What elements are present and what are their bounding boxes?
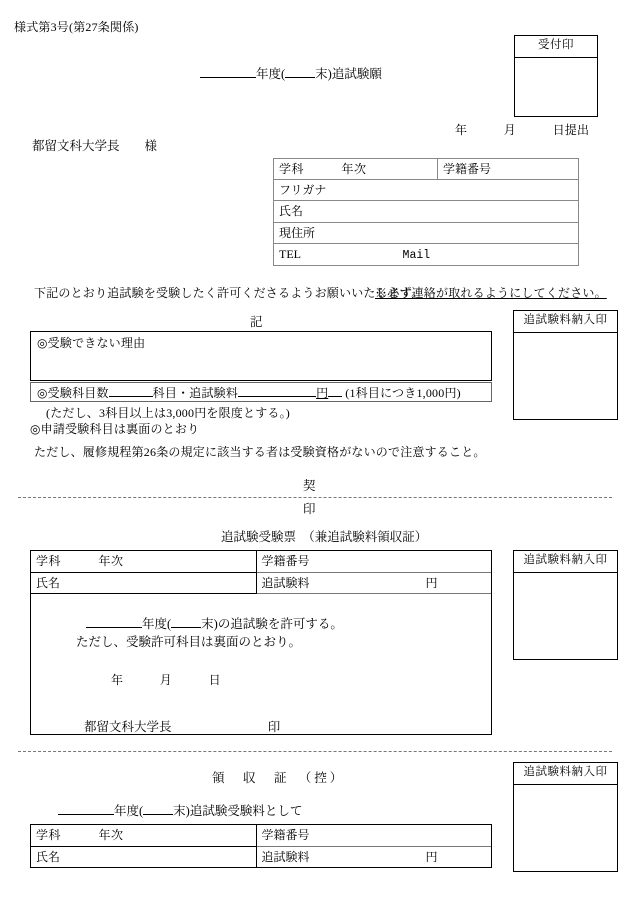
ticket-name-label[interactable]: 氏名: [31, 572, 256, 593]
ticket-yen-unit: 円: [425, 575, 438, 590]
president-seal: 印: [267, 719, 281, 734]
ticket-dept-year-header: 学科 年次: [31, 551, 256, 572]
receipt-heading: 領 収 証 （控）: [212, 771, 346, 785]
receipt-text-a: 年度(: [114, 804, 144, 818]
receipt-copy-stamp-caption: 追試験料納入印: [514, 763, 617, 785]
mail-label: Mail: [402, 248, 431, 262]
table-row: [274, 222, 579, 243]
fee-box[interactable]: [30, 382, 492, 402]
fee-limit-note: (ただし、3科目以上は3,000円を限度とする。): [46, 406, 290, 420]
permit-line-2: ただし、受験許可科目は裏面のとおり。: [76, 634, 302, 649]
submit-date-line: 年 月 日提出: [455, 123, 590, 137]
title-part-2: 末)追試験願: [315, 67, 382, 81]
request-sentence: 下記のとおり追試験を受験したく許可くださるようお願いいたします。: [34, 286, 424, 300]
title-part-1: 年度(: [256, 67, 286, 81]
president-title: 都留文科大学長: [84, 719, 172, 734]
seal-top-char: 契: [303, 479, 316, 493]
receipt-fee-label: 追試験料: [261, 849, 310, 864]
addressee: 都留文科大学長 様: [32, 139, 158, 153]
receipt-stamp-caption: 受付印: [515, 36, 597, 58]
receipt-as-line: [58, 803, 302, 820]
ticket-fee-cell[interactable]: [256, 572, 491, 593]
table-row: [274, 243, 579, 266]
cut-line-top: [18, 497, 612, 498]
receipt-stamp-box: [514, 35, 598, 117]
furigana-label[interactable]: フリガナ: [274, 180, 579, 201]
receipt-table: [31, 825, 491, 867]
table-row: [31, 551, 491, 572]
address-label[interactable]: 現住所: [274, 222, 579, 243]
receipt-copy-stamp-area[interactable]: [514, 785, 617, 893]
ticket-stamp-box: [513, 550, 618, 660]
ticket-date-line: 年 月 日: [111, 673, 221, 688]
permit-text-b: 末)の追試験を許可する。: [201, 616, 343, 631]
permit-line-1: [86, 616, 491, 633]
permit-term-blank[interactable]: [171, 627, 201, 628]
ticket-student-no-header: 学籍番号: [256, 551, 491, 572]
table-row: [31, 825, 491, 846]
tel-label: TEL: [279, 246, 301, 261]
receipt-student-no-header: 学籍番号: [256, 825, 491, 846]
reason-box[interactable]: [30, 331, 492, 381]
receipt-fee-cell[interactable]: [256, 846, 491, 867]
receipt-table-frame: [30, 824, 492, 868]
ticket-stamp-area[interactable]: [514, 573, 617, 681]
reason-label: ◎受験できない理由: [37, 336, 146, 350]
fee-stamp-area[interactable]: [514, 333, 617, 441]
ki-label: 記: [250, 315, 263, 329]
contact-notice: ※必ず連絡が取れるようにしてください。: [375, 286, 607, 300]
table-row: [274, 180, 579, 201]
student-no-header: 学籍番号: [438, 159, 579, 180]
seal-bottom-char: 印: [303, 502, 316, 516]
fee-yen-unit: 円: [316, 386, 329, 400]
fee-stamp-caption: 追試験料納入印: [514, 311, 617, 333]
table-row: [274, 201, 579, 222]
applicant-info-table: [273, 158, 579, 266]
receipt-term-blank[interactable]: [143, 814, 173, 815]
document-title: [200, 66, 382, 83]
ticket-header-table: [31, 551, 491, 594]
subjects-count-blank[interactable]: [109, 396, 153, 397]
ticket-president-line: [84, 719, 491, 736]
table-row: [31, 846, 491, 867]
ticket-fee-label: 追試験料: [261, 575, 310, 590]
receipt-year-blank[interactable]: [58, 814, 114, 815]
cut-line-bottom: [18, 751, 612, 752]
eligibility-caution: ただし、履修規程第26条の規定に該当する者は受験資格がないので注意すること。: [34, 445, 486, 459]
name-label[interactable]: 氏名: [274, 201, 579, 222]
title-year-blank[interactable]: [200, 77, 256, 78]
back-side-note: ◎申請受験科目は裏面のとおり: [30, 422, 200, 436]
receipt-copy-stamp-box: [513, 762, 618, 872]
permit-year-blank[interactable]: [86, 627, 142, 628]
tel-mail-cell[interactable]: [274, 243, 579, 266]
subjects-label: ◎受験科目数: [37, 386, 109, 400]
subjects-unit: 科目・追試験料: [152, 386, 239, 400]
receipt-yen-unit: 円: [425, 849, 438, 864]
form-number: 様式第3号(第27条関係): [14, 20, 139, 34]
receipt-dept-year-header: 学科 年次: [31, 825, 256, 846]
ticket-stamp-caption: 追試験料納入印: [514, 551, 617, 573]
table-row: [31, 572, 491, 593]
fee-amount-blank[interactable]: [238, 396, 316, 397]
table-row: [274, 159, 579, 180]
fee-stamp-box-top: [513, 310, 618, 420]
ticket-heading: 追試験受験票 （兼追試験料領収証）: [221, 530, 428, 544]
permit-text-a: 年度(: [142, 616, 172, 631]
title-term-blank[interactable]: [285, 77, 315, 78]
receipt-name-label[interactable]: 氏名: [31, 846, 256, 867]
per-subject-note: (1科目につき1,000円): [345, 386, 461, 400]
ticket-frame: [30, 550, 492, 735]
fee-yen-blank[interactable]: [328, 396, 342, 397]
dept-year-header: 学科 年次: [274, 159, 438, 180]
receipt-text-b: 末)追試験受験料として: [173, 804, 303, 818]
